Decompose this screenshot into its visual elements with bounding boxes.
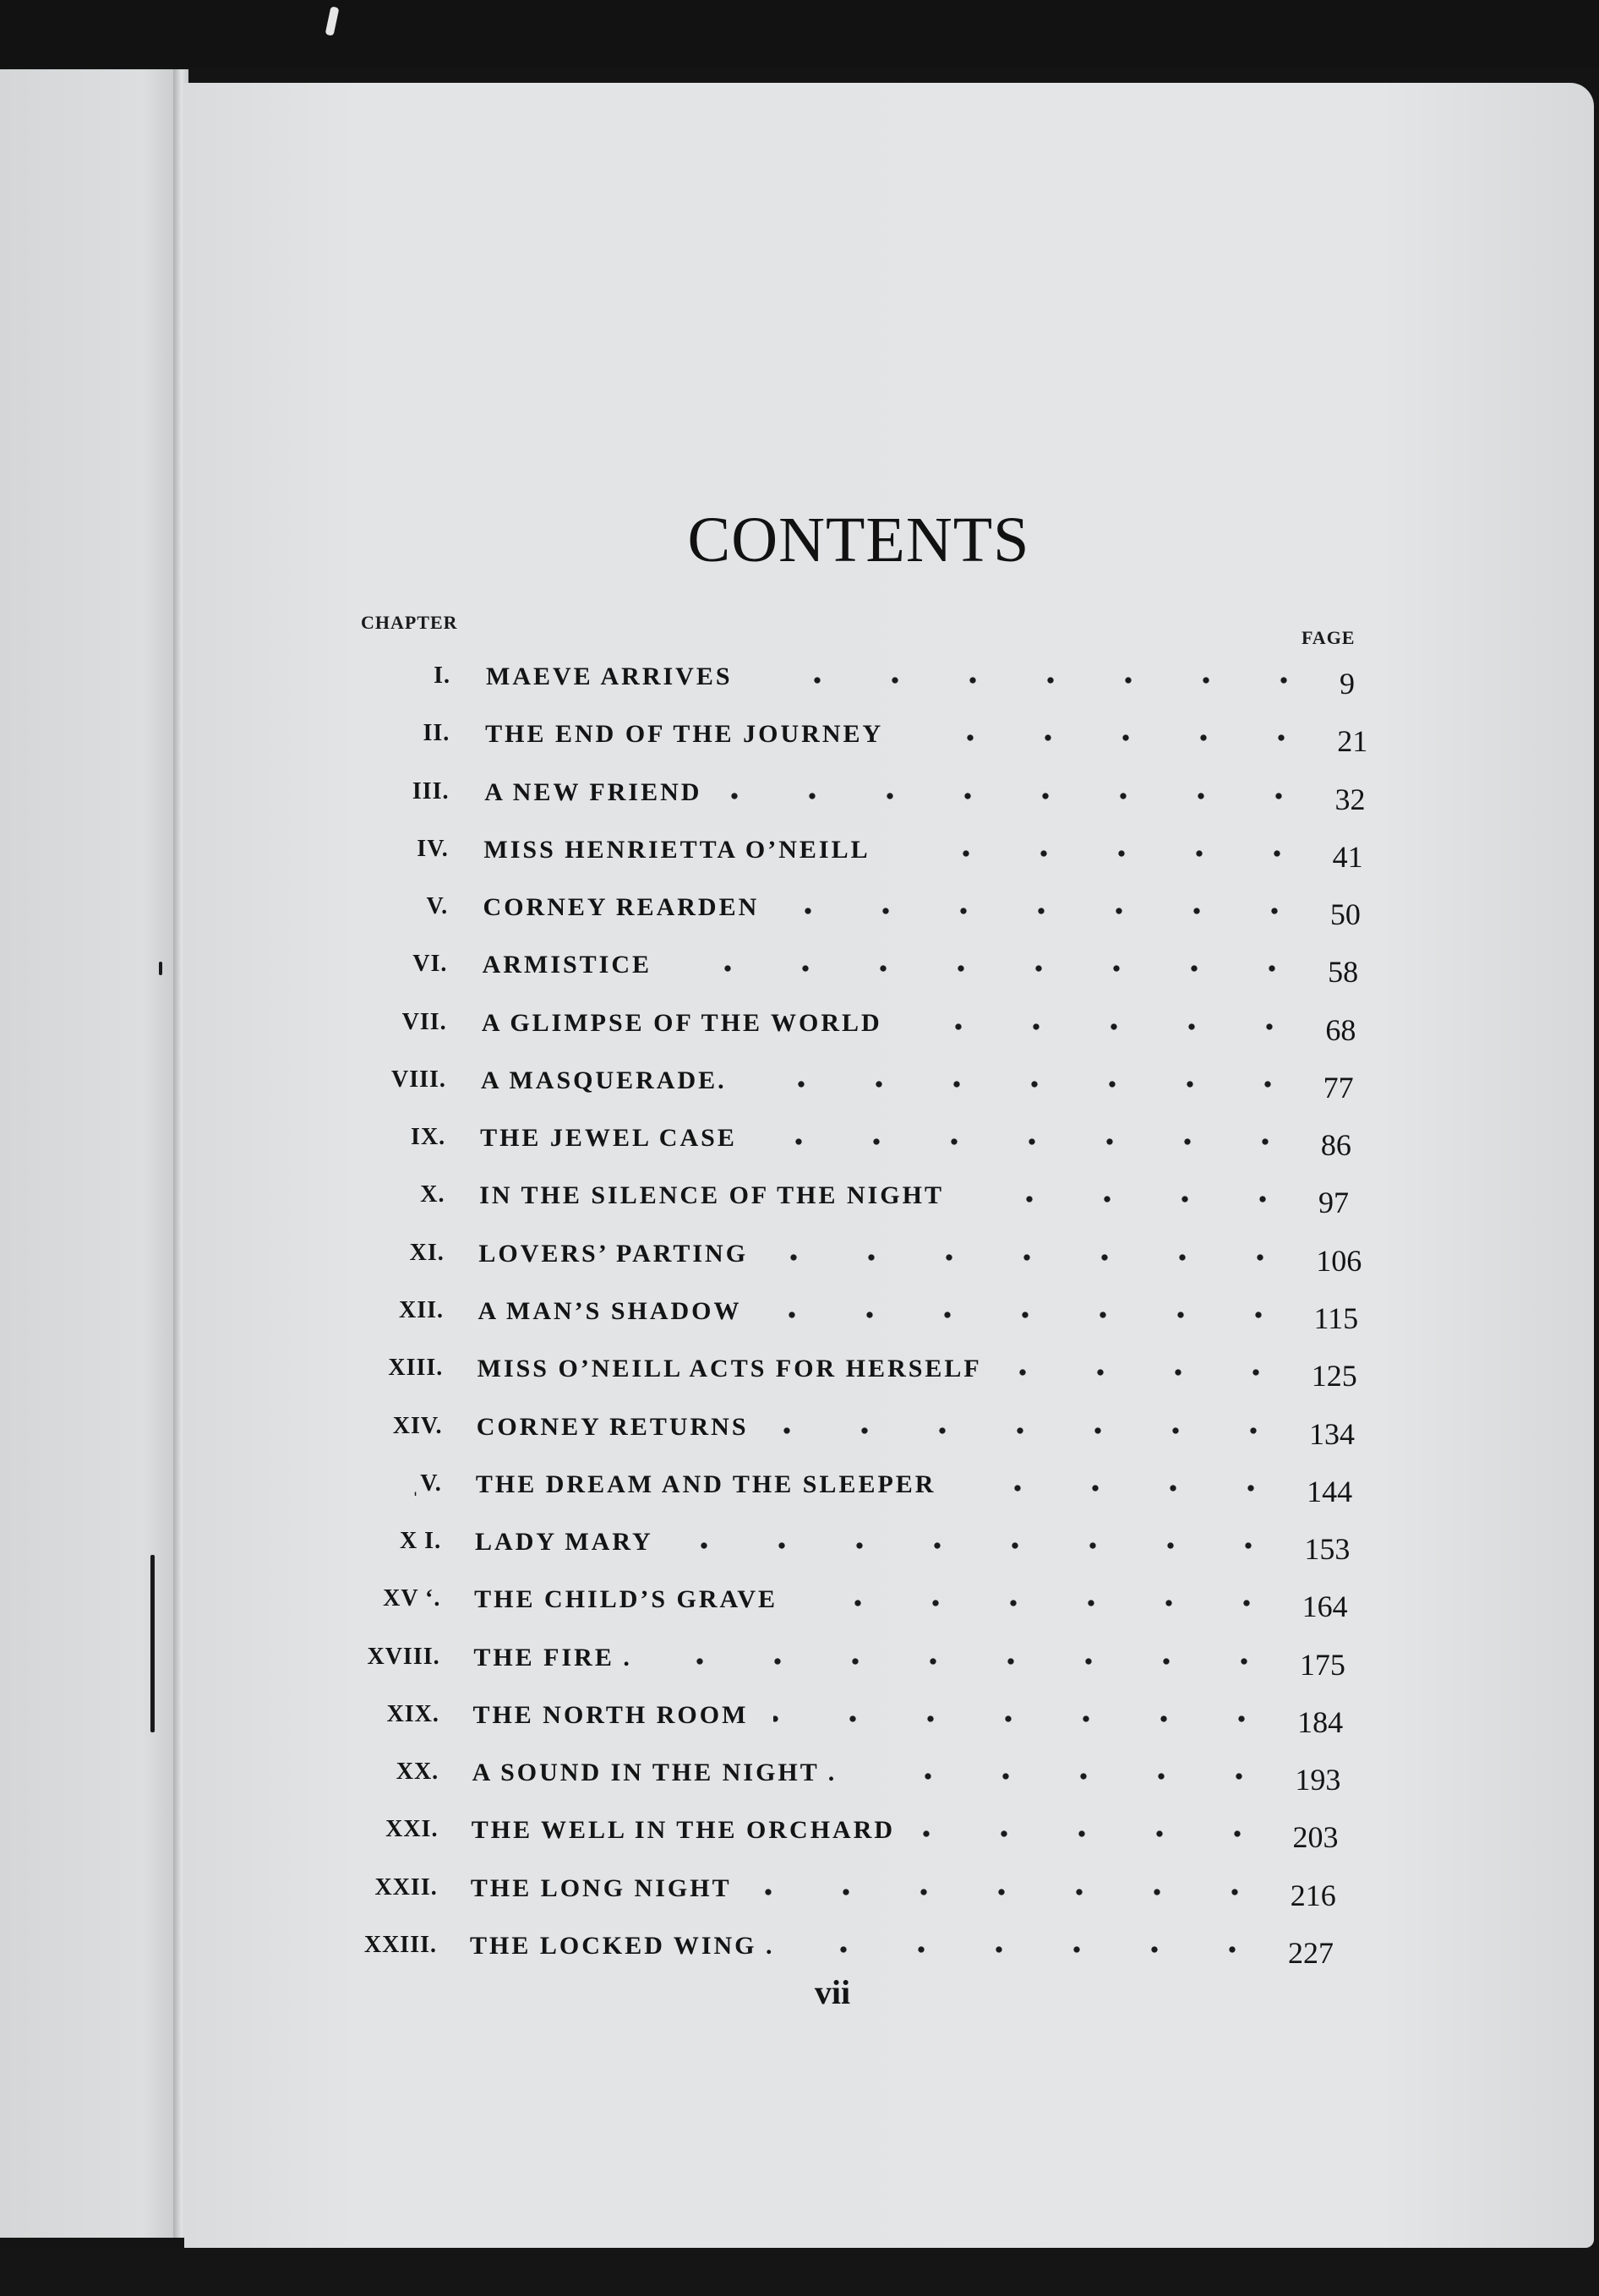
dot-leader bbox=[863, 1772, 1278, 1781]
toc-row bbox=[0, 1355, 1599, 1405]
page-number: 216 bbox=[1290, 1879, 1336, 1912]
dot-leader bbox=[727, 792, 1318, 800]
toc-row bbox=[0, 1297, 1599, 1348]
page-column-header: FAGE bbox=[1302, 627, 1356, 648]
chapter-number: XV ʻ. bbox=[383, 1585, 441, 1612]
page-folio: vii bbox=[814, 1973, 851, 2011]
page-number: 97 bbox=[1318, 1186, 1350, 1219]
page-number: 21 bbox=[1337, 724, 1368, 758]
chapter-title: A MASQUERADE. bbox=[480, 1066, 727, 1094]
toc-row bbox=[0, 1701, 1599, 1752]
page-number: 41 bbox=[1332, 840, 1363, 874]
dot-leader bbox=[908, 1023, 1308, 1031]
page-number: 193 bbox=[1295, 1763, 1341, 1797]
chapter-number: VI. bbox=[412, 951, 448, 977]
page-number: 77 bbox=[1323, 1071, 1354, 1104]
dot-leader bbox=[1007, 1368, 1295, 1377]
chapter-title: THE NORTH ROOM bbox=[472, 1701, 749, 1729]
dot-leader bbox=[785, 907, 1313, 915]
page-number: 203 bbox=[1292, 1820, 1339, 1854]
page-number: 184 bbox=[1297, 1705, 1344, 1739]
chapter-title: IN THE SILENCE OF THE NIGHT bbox=[479, 1181, 944, 1209]
dot-leader bbox=[920, 1830, 1276, 1838]
page-number: 125 bbox=[1311, 1359, 1357, 1393]
dot-leader bbox=[679, 1541, 1287, 1550]
toc-row bbox=[0, 1585, 1599, 1636]
page-number: 32 bbox=[1334, 783, 1366, 816]
dot-leader bbox=[909, 734, 1320, 742]
chapter-number: XXI. bbox=[385, 1816, 439, 1842]
toc-row bbox=[0, 663, 1599, 713]
chapter-title: A NEW FRIEND bbox=[484, 778, 702, 806]
page-number: 50 bbox=[1329, 897, 1361, 931]
toc-row bbox=[0, 1644, 1599, 1694]
chapter-number: III. bbox=[412, 778, 450, 804]
chapter-title: THE FIRE . bbox=[473, 1644, 632, 1672]
toc-row bbox=[0, 1124, 1599, 1175]
chapter-title: THE LONG NIGHT bbox=[470, 1874, 732, 1902]
page-number: 227 bbox=[1288, 1936, 1334, 1970]
dot-leader bbox=[752, 1080, 1307, 1088]
chapter-number: XII. bbox=[398, 1297, 444, 1323]
chapter-title: A MAN’S SHADOW bbox=[478, 1297, 742, 1325]
dot-leader bbox=[800, 1945, 1271, 1954]
dot-leader bbox=[677, 964, 1311, 973]
chapter-title: THE WELL IN THE ORCHARD bbox=[471, 1816, 896, 1844]
page-number: 153 bbox=[1304, 1532, 1351, 1566]
dot-leader bbox=[969, 1195, 1302, 1203]
dot-leader bbox=[895, 849, 1316, 858]
chapter-column-header: CHAPTER bbox=[361, 612, 458, 633]
chapter-number: XIX. bbox=[386, 1701, 439, 1727]
toc-row bbox=[0, 720, 1599, 771]
page-number: 106 bbox=[1316, 1244, 1362, 1278]
toc-row bbox=[0, 1470, 1599, 1521]
chapter-number: XIV. bbox=[392, 1413, 443, 1439]
chapter-number: ˌV. bbox=[411, 1470, 442, 1497]
chapter-number: X I. bbox=[399, 1528, 442, 1554]
chapter-title: THE LOCKED WING . bbox=[470, 1932, 775, 1960]
dot-leader bbox=[767, 1311, 1297, 1319]
dot-leader bbox=[774, 1426, 1292, 1435]
chapter-number: XXIII. bbox=[363, 1932, 437, 1958]
chapter-title: THE DREAM AND THE SLEEPER bbox=[475, 1470, 936, 1498]
chapter-title: CORNEY RETURNS bbox=[476, 1413, 749, 1441]
chapter-number: I. bbox=[434, 663, 450, 689]
chapter-title: A SOUND IN THE NIGHT . bbox=[472, 1759, 838, 1786]
dot-leader bbox=[803, 1599, 1285, 1607]
toc-row bbox=[0, 778, 1599, 829]
chapter-number: X. bbox=[420, 1181, 445, 1208]
chapter-number: II. bbox=[423, 720, 450, 746]
chapter-title: THE END OF THE JOURNEY bbox=[485, 720, 884, 748]
toc-row bbox=[0, 1009, 1599, 1060]
page-number: 86 bbox=[1320, 1128, 1351, 1162]
page-number: 58 bbox=[1328, 955, 1359, 989]
dot-leader bbox=[658, 1657, 1283, 1666]
chapter-title: A GLIMPSE OF THE WORLD bbox=[481, 1009, 882, 1037]
chapter-title: MISS HENRIETTA O’NEILL bbox=[483, 836, 870, 864]
chapter-title: LADY MARY bbox=[475, 1528, 653, 1556]
toc-row bbox=[0, 1816, 1599, 1867]
page-number: 164 bbox=[1302, 1590, 1348, 1623]
toc-row bbox=[0, 1181, 1599, 1232]
dot-leader bbox=[762, 1137, 1304, 1146]
toc-row bbox=[0, 1413, 1599, 1464]
chapter-number: IX. bbox=[411, 1124, 446, 1150]
dot-leader bbox=[757, 1888, 1274, 1896]
dot-leader bbox=[758, 676, 1323, 684]
chapter-title: THE CHILD’S GRAVE bbox=[474, 1585, 778, 1613]
toc-row bbox=[0, 1528, 1599, 1579]
toc-row bbox=[0, 1066, 1599, 1117]
toc-row bbox=[0, 836, 1599, 886]
chapter-number: XX. bbox=[396, 1759, 439, 1785]
page-number: 9 bbox=[1340, 667, 1355, 701]
toc-row bbox=[0, 893, 1599, 944]
toc-row bbox=[0, 1240, 1599, 1290]
page-number: 144 bbox=[1307, 1475, 1353, 1508]
page-number: 175 bbox=[1299, 1648, 1345, 1682]
chapter-title: THE JEWEL CASE bbox=[480, 1124, 737, 1152]
chapter-title: MISS O’NEILL ACTS FOR HERSELF bbox=[477, 1355, 982, 1383]
chapter-title: CORNEY REARDEN bbox=[483, 893, 760, 921]
toc-row bbox=[0, 1932, 1599, 1982]
chapter-number: XVIII. bbox=[367, 1644, 440, 1670]
toc-row bbox=[0, 951, 1599, 1001]
chapter-number: V. bbox=[426, 893, 449, 919]
page-number: 68 bbox=[1325, 1013, 1356, 1047]
chapter-number: VII. bbox=[401, 1009, 447, 1035]
chapter-number: XXII. bbox=[374, 1874, 438, 1901]
chapter-number: IV. bbox=[417, 836, 449, 862]
chapter-title: ARMISTICE bbox=[482, 951, 652, 979]
dot-leader bbox=[773, 1253, 1299, 1262]
dot-leader bbox=[962, 1484, 1290, 1492]
toc-row bbox=[0, 1759, 1599, 1809]
chapter-title: LOVERS’ PARTING bbox=[478, 1240, 749, 1268]
page-number: 115 bbox=[1313, 1301, 1359, 1335]
toc-row bbox=[0, 1874, 1599, 1925]
chapter-title: MAEVE ARRIVES bbox=[486, 663, 733, 690]
chapter-number: VIII. bbox=[390, 1066, 446, 1093]
page-number: 134 bbox=[1308, 1417, 1355, 1451]
page-title: CONTENTS bbox=[687, 504, 1030, 575]
chapter-number: XI. bbox=[409, 1240, 445, 1266]
dot-leader bbox=[773, 1715, 1280, 1723]
chapter-number: XIII. bbox=[388, 1355, 444, 1381]
